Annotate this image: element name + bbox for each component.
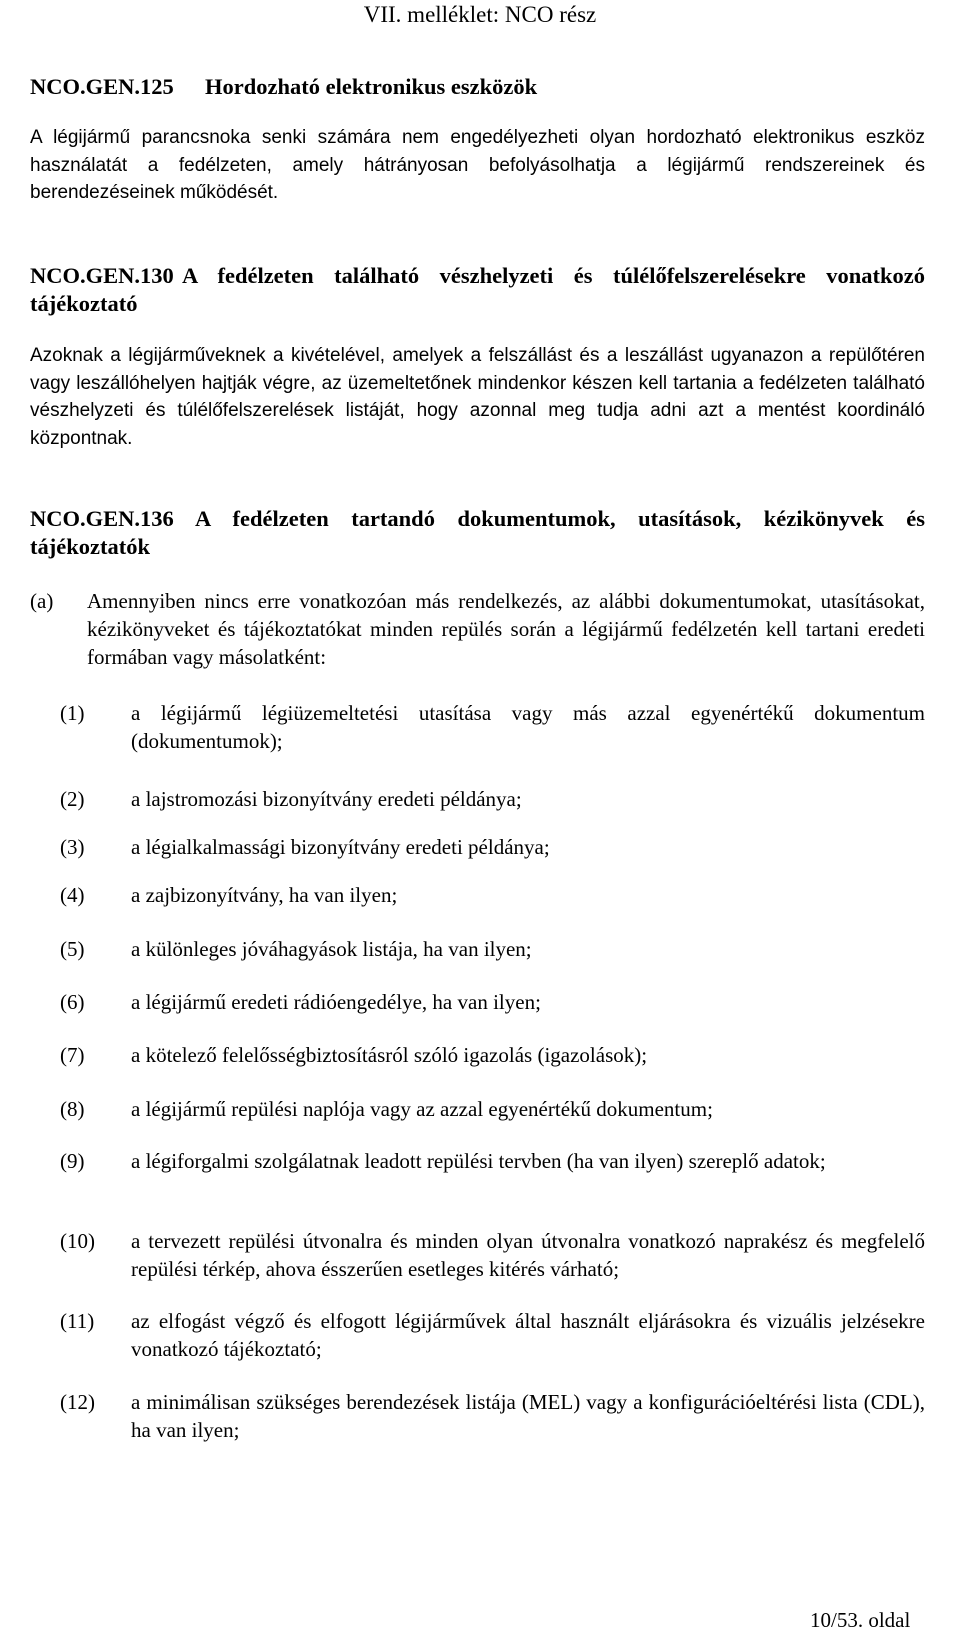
list-item-number: (8) [60, 1097, 85, 1121]
section-125-title: Hordozható elektronikus eszközök [205, 74, 538, 99]
section-125-heading [30, 73, 537, 101]
page-number: 10/53. oldal [810, 1608, 911, 1632]
list-item-text: a kötelező felelősségbiztosításról szóló igazolás (igazolások); [131, 1043, 648, 1067]
list-item-number: (4) [60, 883, 85, 907]
list-item-number: (2) [60, 787, 85, 811]
list-item-text: a légiforgalmi szolgálatnak leadott repülési tervben (ha van ilyen) szereplő adatok; [131, 1149, 826, 1173]
list-item-number: (9) [60, 1149, 85, 1173]
list-item-text: a minimálisan szükséges berendezések listája (MEL) vagy a konfigurációeltérési lista (CDL), ha van ilyen; [131, 1390, 925, 1442]
section-130-title-line2: tájékoztató [30, 291, 138, 316]
section-130-heading [30, 262, 925, 318]
list-item-text: a légijármű légiüzemeltetési utasítása vagy más azzal egyenértékű dokumentum (dokumentumok); [131, 701, 925, 753]
list-item-text: a légijármű eredeti rádióengedélye, ha van ilyen; [131, 990, 541, 1014]
list-item-number: (3) [60, 835, 85, 859]
list-item-text: a légijármű repülési naplója vagy az azzal egyenértékű dokumentum; [131, 1097, 713, 1121]
list-item-text: a tervezett repülési útvonalra és minden olyan útvonalra vonatkozó naprakész és megfelelő repülési térkép, ahova ésszerűen esetleges kitérés várható; [131, 1229, 925, 1281]
section-136-title-line2: tájékoztatók [30, 534, 150, 559]
list-item-number: (10) [60, 1229, 95, 1253]
list-item-number: (11) [60, 1309, 95, 1333]
section-130-body: Azoknak a légijárműveknek a kivételével, amelyek a felszállást és a leszállást ugyanazon a repülőtéren vagy leszállóhelyen hajtják végre, az üzemeltetőnek mindenkor készen kell tartania a fedélzeten található vészhelyzeti és túlélőfelszerelések listáját, hogy azonnal meg tudja adni azt a mentést koordináló központnak. [30, 345, 925, 449]
list-item-number: (12) [60, 1390, 95, 1414]
page-header-title: VII. melléklet: NCO rész [363, 2, 597, 27]
list-item-number: (5) [60, 937, 85, 961]
list-item-text: a lajstromozási bizonyítvány eredeti példánya; [131, 787, 522, 811]
section-125-body: A légijármű parancsnoka senki számára nem engedélyezheti olyan hordozható elektronikus eszköz használatát a fedélzeten, amely hátrányosan befolyásolhatja a légijármű rendszereinek és berendezéseinek működését. [30, 127, 925, 203]
list-item-text: az elfogást végző és elfogott légijárművek által használt eljárásokra és vizuális jelzésekre vonatkozó tájékoztató; [131, 1309, 925, 1361]
list-item-number: (7) [60, 1043, 85, 1067]
section-130-title-line1: A fedélzeten található vészhelyzeti és túlélőfelszerelésekre vonatkozó [182, 263, 925, 288]
section-136-title-line1: NCO.GEN.136 A fedélzeten tartandó dokumentumok, utasítások, kézikönyvek és [30, 506, 925, 531]
para-a-text: Amennyiben nincs erre vonatkozóan más rendelkezés, az alábbi dokumentumokat, utasításokat, kézikönyveket és tájékoztatókat minden repülés során a légijármű fedélzetén kell tartani eredeti formában vagy másolatként: [87, 589, 925, 669]
list-item-text: a zajbizonyítvány, ha van ilyen; [131, 883, 398, 907]
section-125-code: NCO.GEN.125 [30, 74, 174, 99]
list-item-number: (1) [60, 701, 85, 725]
section-136-heading [30, 505, 925, 561]
para-a-label: (a) [30, 589, 54, 613]
list-item-number: (6) [60, 990, 85, 1014]
section-130-code: NCO.GEN.130 [30, 263, 174, 288]
list-item-text: a légialkalmassági bizonyítvány eredeti példánya; [131, 835, 550, 859]
list-item-text: a különleges jóváhagyások listája, ha van ilyen; [131, 937, 532, 961]
